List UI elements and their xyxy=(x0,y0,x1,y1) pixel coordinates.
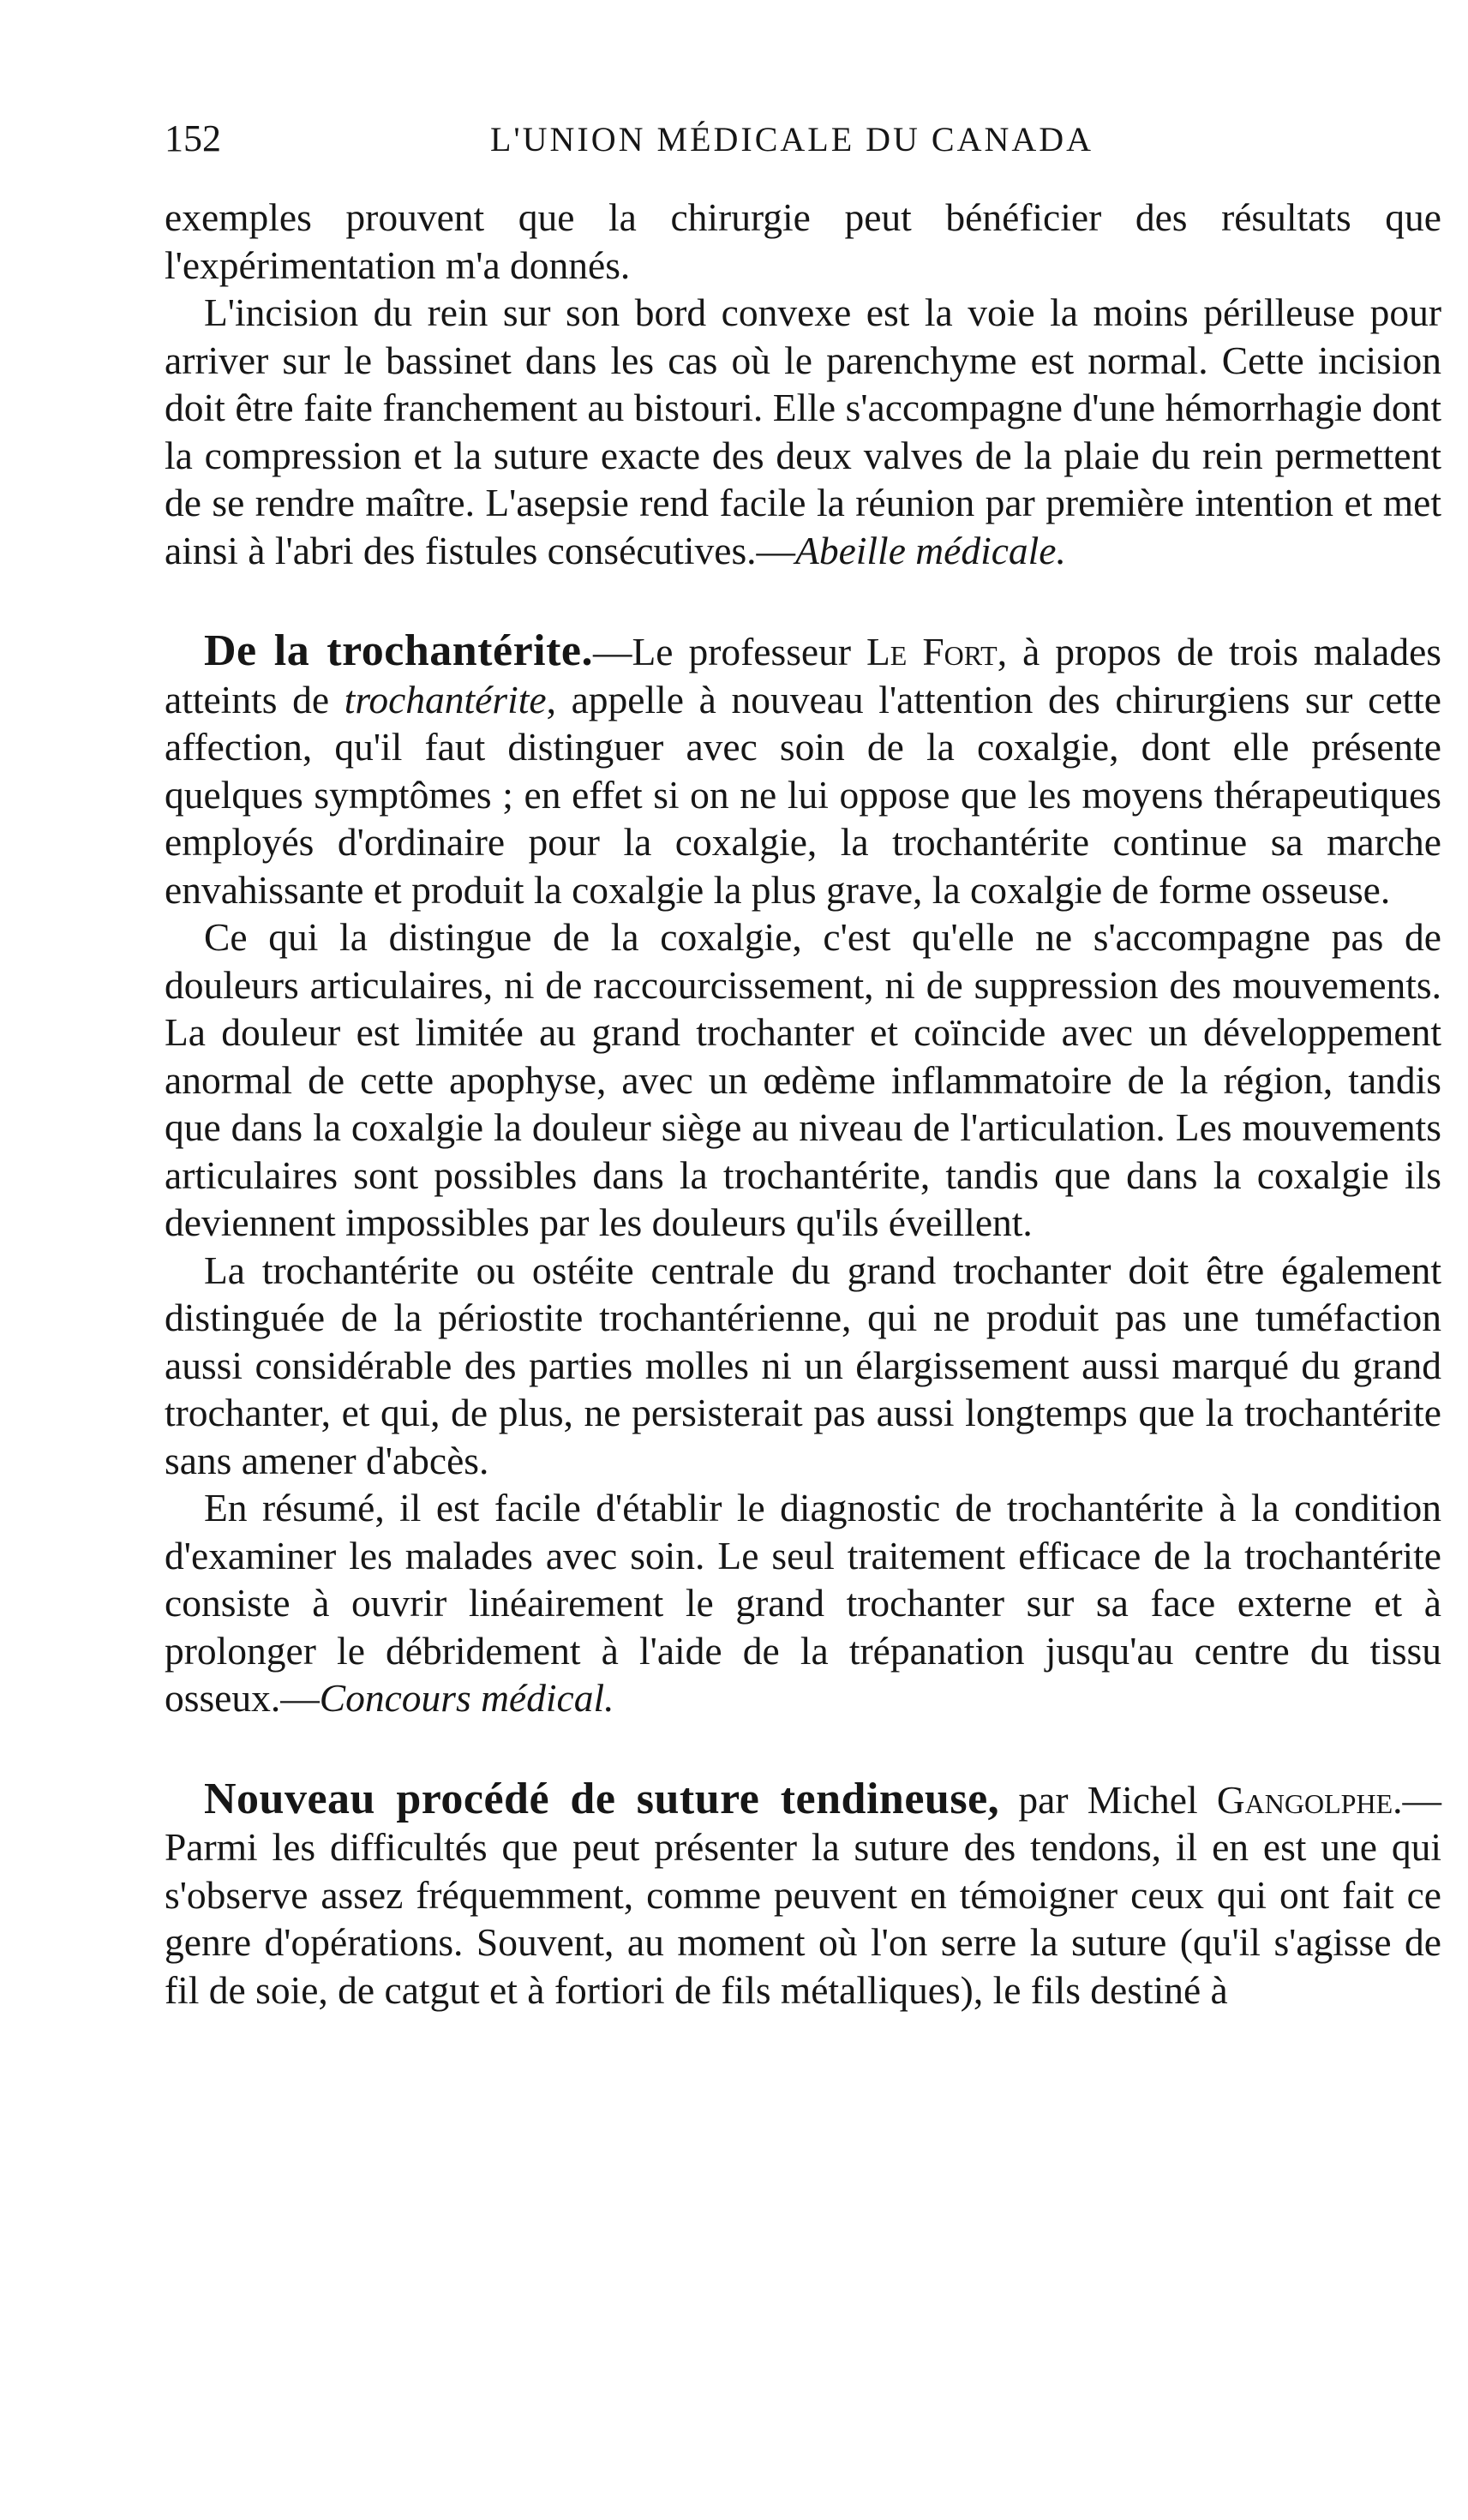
paragraph-text: La trochantérite ou ostéite centrale du grand trochanter doit être également distinguée de la périostite trochantérienne, qui ne produit pas une tuméfaction aussi considérable des parties molles ni un élargissement aussi marqué du grand trochanter, et qui, de plus, ne persisterait pas aussi longtemps que la trochantérite sans amener d'abcès. xyxy=(165,1248,1441,1482)
paragraph-continuation xyxy=(165,194,1441,289)
page-number: 152 xyxy=(165,117,221,159)
paragraph-text: , à propos de trois malades atteints de xyxy=(165,630,1442,721)
paragraph-text: —Le professeur xyxy=(593,630,866,673)
paragraph-periostitis xyxy=(165,1247,1441,1485)
article-body xyxy=(165,194,1441,2014)
paragraph-text: exemples prouvent que la chirurgie peut bénéficier des résultats que l'expérimentation m'a donnés. xyxy=(165,195,1441,287)
author-name: Le Fort xyxy=(866,630,998,673)
paragraph-summary xyxy=(165,1484,1441,1722)
paragraph-distinction xyxy=(165,913,1441,1247)
section-trochanterite xyxy=(165,627,1441,913)
paragraph-text: par Michel xyxy=(999,1777,1217,1822)
section-heading: De la trochantérite. xyxy=(204,626,594,675)
term: trochantérite xyxy=(344,677,547,721)
paragraph-incision xyxy=(165,289,1441,574)
author-name: Gangolphe xyxy=(1216,1777,1393,1822)
source-citation: Abeille médicale. xyxy=(795,528,1066,572)
source-citation: Concours médical. xyxy=(319,1676,614,1720)
book-page xyxy=(165,117,1441,2014)
section-suture xyxy=(165,1775,1441,2014)
running-head xyxy=(165,117,1441,177)
paragraph-text: En résumé, il est facile d'établir le diagnostic de trochantérite à la condition d'examiner les malades avec soin. Le seul traitement efficace de la trochantérite consiste à ouvrir linéairement le grand trochanter sur sa face externe et à prolonger le débridement à l'aide de la trépanation jusqu'au centre du tissu osseux.— xyxy=(165,1486,1441,1720)
paragraph-text: L'incision du rein sur son bord convexe est la voie la moins périlleuse pour arriver sur le bassinet dans les cas où le parenchyme est normal. Cette incision doit être faite franchement au bistouri. Elle s'accompagne d'une hémorrhagie dont la compression et la suture exacte des deux valves de la plaie du rein permettent de se rendre maître. L'asepsie rend facile la réunion par première intention et met ainsi à l'abri des fistules consécutives.— xyxy=(165,290,1441,572)
section-heading: Nouveau procédé de suture tendineuse, xyxy=(204,1774,1000,1823)
paragraph-text: , appelle à nouveau l'attention des chirurgiens sur cette affection, qu'il faut distinguer avec soin de la coxalgie, dont elle présente quelques symptômes ; en effet si on ne lui oppose que les moyens thérapeutiques employés d'ordinaire pour la coxalgie, la trochantérite continue sa marche envahissante et produit la coxalgie la plus grave, la coxalgie de forme osseuse. xyxy=(165,677,1441,912)
paragraph-text: .—Parmi les difficultés que peut présenter la suture des tendons, il en est une qui s'observe assez fréquemment, comme peuvent en témoigner ceux qui ont fait ce genre d'opérations. Souvent, au moment où l'on serre la suture (qu'il s'agisse de fil de soie, de catgut et à fortiori de fils métalliques), le fils destiné à xyxy=(165,1777,1441,2012)
journal-title: L'UNION MÉDICALE DU CANADA xyxy=(490,120,1094,159)
paragraph-text: Ce qui la distingue de la coxalgie, c'est qu'elle ne s'accompagne pas de douleurs articulaires, ni de raccourcissement, ni de suppression des mouvements. La douleur est limitée au grand trochanter et coïncide avec un développement anormal de cette apophyse, avec un œdème inflammatoire de la région, tandis que dans la coxalgie la douleur siège au niveau de l'articulation. Les mouvements articulaires sont possibles dans la trochantérite, tandis que dans la coxalgie ils deviennent impossibles par les douleurs qu'ils éveillent. xyxy=(165,915,1441,1244)
